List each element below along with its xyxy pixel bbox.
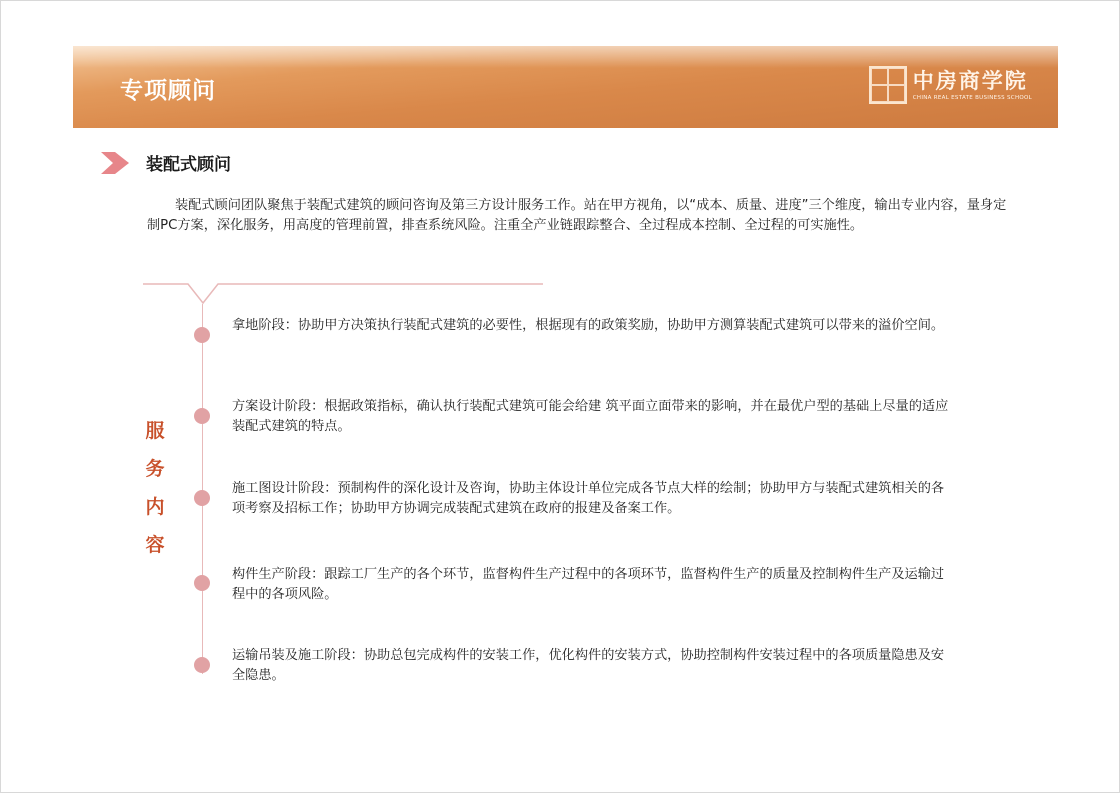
intro-paragraph: 装配式顾问团队聚焦于装配式建筑的顾问咨询及第三方设计服务工作。站在甲方视角，以“成本、质量、进度”三个维度，输出专业内容，量身定制PC方案，深化服务，用高度的管理前置，排查系统风险。注重全产业链跟踪整合、全过程成本控制、全过程的可实施性。 bbox=[147, 198, 1007, 233]
timeline-dot bbox=[194, 490, 210, 506]
timeline-dot bbox=[194, 327, 210, 343]
logo-seal-icon bbox=[869, 66, 907, 104]
logo-name-en: CHINA REAL ESTATE BUSINESS SCHOOL bbox=[912, 95, 1032, 101]
stage-item-component-production: 构件生产阶段：跟踪工厂生产的各个环节，监督构件生产过程中的各项环节，监督构件生产的质量及控制构件生产及运输过程中的各项风险。 bbox=[232, 567, 945, 602]
side-label-char: 务 bbox=[145, 458, 165, 480]
stage-item-transport-installation: 运输吊装及施工阶段：协助总包完成构件的安装工作，优化构件的安装方式，协助控制构件安装过程中的各项质量隐患及安全隐患。 bbox=[232, 648, 945, 683]
timeline-dot bbox=[194, 657, 210, 673]
chevron-right-icon bbox=[101, 152, 129, 174]
side-label-char: 内 bbox=[145, 496, 165, 518]
page-title: 专项顾问 bbox=[120, 78, 216, 104]
school-logo bbox=[869, 64, 1032, 106]
header-bar bbox=[73, 46, 1058, 128]
timeline-dot bbox=[194, 575, 210, 591]
timeline-dot bbox=[194, 408, 210, 424]
side-label-char: 容 bbox=[145, 534, 165, 556]
side-label-char: 服 bbox=[145, 420, 165, 442]
stage-item-construction-drawing: 施工图设计阶段：预制构件的深化设计及咨询，协助主体设计单位完成各节点大样的绘制；协助甲方与装配式建筑相关的各项考察及招标工作；协助甲方协调完成装配式建筑在政府的报建及备案工作。 bbox=[232, 481, 945, 516]
divider-notch-line bbox=[143, 282, 543, 306]
section-title: 装配式顾问 bbox=[146, 155, 231, 175]
stage-item-scheme-design: 方案设计阶段：根据政策指标，确认执行装配式建筑可能会给建 筑平面立面带来的影响，并在最优户型的基础上尽量的适应装配式建筑的特点。 bbox=[232, 399, 949, 434]
logo-text bbox=[913, 69, 1032, 101]
stage-item-land: 拿地阶段：协助甲方决策执行装配式建筑的必要性，根据现有的政策奖励，协助甲方测算装配式建筑可以带来的溢价空间。 bbox=[232, 318, 945, 333]
side-label-service-content bbox=[142, 412, 168, 564]
timeline-line bbox=[202, 304, 203, 674]
logo-name-cn: 中房商学院 bbox=[912, 68, 1028, 93]
